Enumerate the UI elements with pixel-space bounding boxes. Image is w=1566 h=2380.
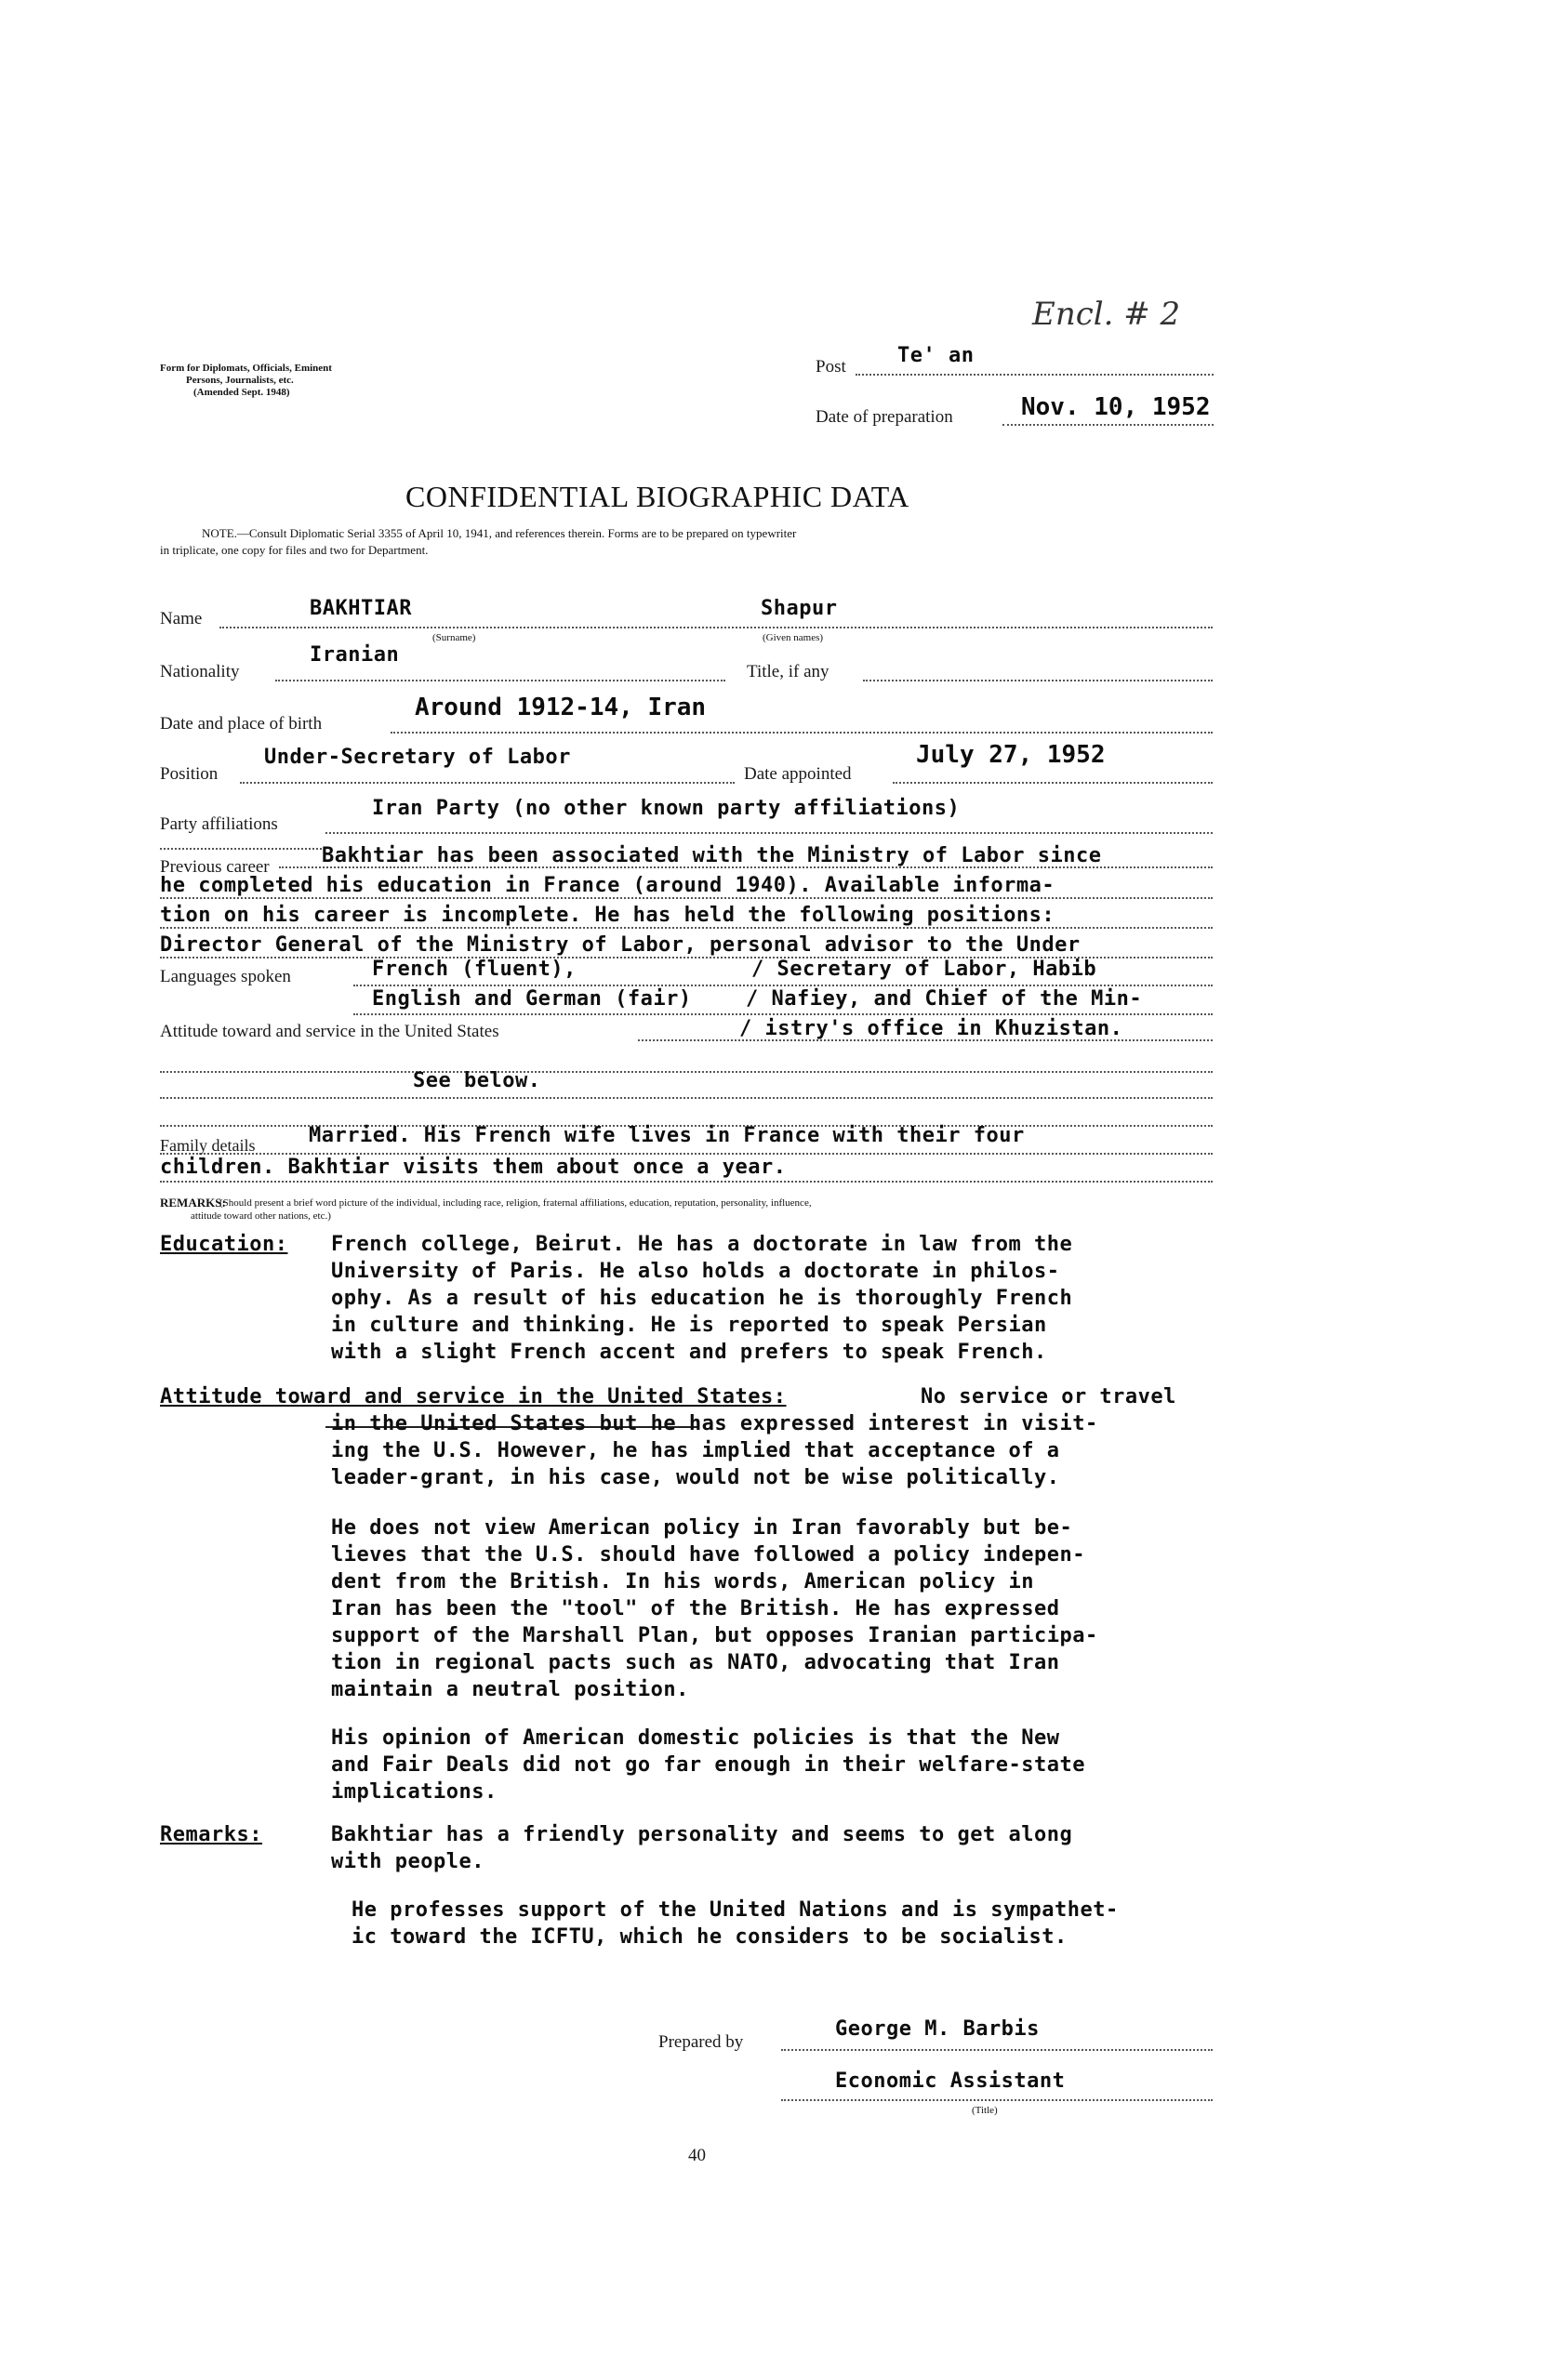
domestic-line-2: and Fair Deals did not go far enough in their welfare-state	[331, 1753, 1085, 1777]
post-value: Te' an	[897, 344, 975, 367]
date-appointed-label: Date appointed	[744, 764, 852, 784]
career-line-2: he completed his education in France (around 1940). Available informa-	[160, 874, 1055, 897]
family-underline	[160, 1181, 1213, 1183]
form-header-line2: Persons, Journalists, etc.	[186, 375, 294, 386]
attitude-field-value: See below.	[413, 1069, 541, 1092]
party-label: Party affiliations	[160, 814, 278, 834]
career-underline-1	[279, 866, 1213, 868]
date-prep-label: Date of preparation	[816, 407, 953, 427]
languages-underline-2	[353, 1013, 1213, 1015]
attitude-heading: Attitude toward and service in the United States:	[160, 1385, 787, 1408]
date-appointed-line	[893, 782, 1213, 784]
previous-career-label: Previous career	[160, 857, 270, 877]
career-line-6: / Nafiey, and Chief of the Min-	[746, 987, 1143, 1011]
handwritten-annotation: Encl. # 2	[1032, 296, 1181, 333]
prepared-title-line	[781, 2099, 1213, 2101]
title-field-line	[863, 680, 1213, 681]
attitude-field-label: Attitude toward and service in the United States	[160, 1022, 499, 1041]
prepared-title: Economic Assistant	[835, 2069, 1066, 2093]
nationality-line	[275, 680, 725, 681]
education-line-4: in culture and thinking. He is reported to speak Persian	[331, 1314, 1047, 1337]
given-name-value: Shapur	[761, 597, 838, 620]
family-line1: Married. His French wife lives in France with their four	[309, 1124, 1025, 1147]
date-appointed-value: July 27, 1952	[916, 741, 1106, 769]
education-line-3: ophy. As a result of his education he is thoroughly French	[331, 1287, 1073, 1310]
position-label: Position	[160, 764, 219, 784]
career-line-5: / Secretary of Labor, Habib	[751, 958, 1097, 981]
position-value: Under-Secretary of Labor	[264, 746, 571, 769]
career-line-1: Bakhtiar has been associated with the Ministry of Labor since	[322, 844, 1102, 867]
post-label: Post	[816, 357, 846, 377]
attitude-line-1: in the United States but he has expressed interest in visit-	[331, 1412, 1098, 1435]
career-underline-2	[160, 897, 1213, 899]
remarks-line-1: Bakhtiar has a friendly personality and seems to get along	[331, 1823, 1073, 1846]
education-heading: Education:	[160, 1233, 288, 1256]
date-prep-value: Nov. 10, 1952	[1021, 393, 1211, 421]
title-field-label: Title, if any	[747, 662, 829, 681]
date-prep-line	[1002, 424, 1214, 426]
attitude-field-line	[638, 1039, 1213, 1041]
career-top-line	[160, 848, 325, 850]
policy-line-3: dent from the British. In his words, American policy in	[331, 1570, 1034, 1593]
birth-label: Date and place of birth	[160, 714, 323, 734]
position-line	[240, 782, 735, 784]
page-title: CONFIDENTIAL BIOGRAPHIC DATA	[405, 480, 909, 513]
languages-line2: English and German (fair)	[372, 987, 692, 1011]
remarks-heading: Remarks:	[160, 1823, 262, 1846]
prepared-label: Prepared by	[658, 2032, 744, 2052]
policy-line-6: tion in regional pacts such as NATO, advocating that Iran	[331, 1651, 1060, 1674]
post-line	[856, 374, 1214, 376]
remarks-line-2: with people.	[331, 1850, 484, 1873]
languages-line1: French (fluent),	[372, 958, 577, 981]
remarks-line-4: ic toward the ICFTU, which he considers to be socialist.	[352, 1925, 1068, 1949]
policy-line-5: support of the Marshall Plan, but opposes Iranian participa-	[331, 1624, 1098, 1647]
education-line-1: French college, Beirut. He has a doctorate in law from the	[331, 1233, 1073, 1256]
page-number: 40	[688, 2146, 706, 2165]
languages-label: Languages spoken	[160, 967, 291, 986]
prepared-title-caption: (Title)	[972, 2105, 998, 2116]
note-line1: NOTE.—Consult Diplomatic Serial 3355 of April 10, 1941, and references therein. Forms are to be prepared on typewriter	[202, 526, 797, 540]
family-label: Family details	[160, 1136, 256, 1155]
form-header-line1: Form for Diplomats, Officials, Eminent	[160, 363, 332, 374]
attitude-line-3: leader-grant, in his case, would not be wise politically.	[331, 1466, 1060, 1489]
party-value: Iran Party (no other known party affiliations)	[372, 797, 961, 820]
birth-line	[391, 732, 1213, 734]
nationality-label: Nationality	[160, 662, 240, 681]
prepared-line	[781, 2049, 1213, 2051]
name-line	[219, 627, 1213, 628]
languages-underline-1	[353, 985, 1213, 986]
blank-line-1	[160, 1071, 1213, 1073]
remarks-note-line2: attitude toward other nations, etc.)	[191, 1210, 331, 1222]
policy-line-2: lieves that the U.S. should have followed a policy indepen-	[331, 1543, 1085, 1567]
remarks-note-label: REMARKS:	[160, 1196, 226, 1210]
form-header-line3: (Amended Sept. 1948)	[193, 387, 290, 398]
attitude-first: No service or travel	[921, 1385, 1176, 1408]
nationality-value: Iranian	[310, 643, 400, 667]
remarks-note-line1: (Should present a brief word picture of the individual, including race, religion, fraternal affiliations, education, reputation, personality, influence,	[219, 1197, 812, 1209]
remarks-line-3: He professes support of the United Nations and is sympathet-	[352, 1898, 1119, 1922]
career-line-7: / istry's office in Khuzistan.	[739, 1017, 1123, 1040]
party-line	[325, 832, 1213, 834]
domestic-line-3: implications.	[331, 1780, 498, 1804]
blank-line-2	[160, 1097, 1213, 1099]
surname-caption: (Surname)	[432, 632, 476, 643]
name-label: Name	[160, 609, 203, 628]
surname-value: BAKHTIAR	[310, 597, 412, 620]
prepared-name: George M. Barbis	[835, 2017, 1040, 2041]
birth-value: Around 1912-14, Iran	[415, 694, 707, 721]
policy-line-7: maintain a neutral position.	[331, 1678, 689, 1701]
policy-line-4: Iran has been the "tool" of the British. He has expressed	[331, 1597, 1060, 1620]
blank-line-4	[160, 1153, 1213, 1155]
given-name-caption: (Given names)	[763, 632, 824, 643]
policy-line-1: He does not view American policy in Iran favorably but be-	[331, 1516, 1073, 1540]
note-line2: in triplicate, one copy for files and two for Department.	[160, 543, 429, 557]
education-line-5: with a slight French accent and prefers to speak French.	[331, 1341, 1047, 1364]
career-line-3: tion on his career is incomplete. He has held the following positions:	[160, 904, 1055, 927]
career-underline-3	[160, 927, 1213, 929]
domestic-line-1: His opinion of American domestic policies is that the New	[331, 1726, 1060, 1750]
attitude-line-2: ing the U.S. However, he has implied that acceptance of a	[331, 1439, 1060, 1462]
family-line2: children. Bakhtiar visits them about once a year.	[160, 1156, 787, 1179]
career-line-4: Director General of the Ministry of Labor, personal advisor to the Under	[160, 933, 1081, 957]
education-line-2: University of Paris. He also holds a doctorate in philos-	[331, 1260, 1060, 1283]
